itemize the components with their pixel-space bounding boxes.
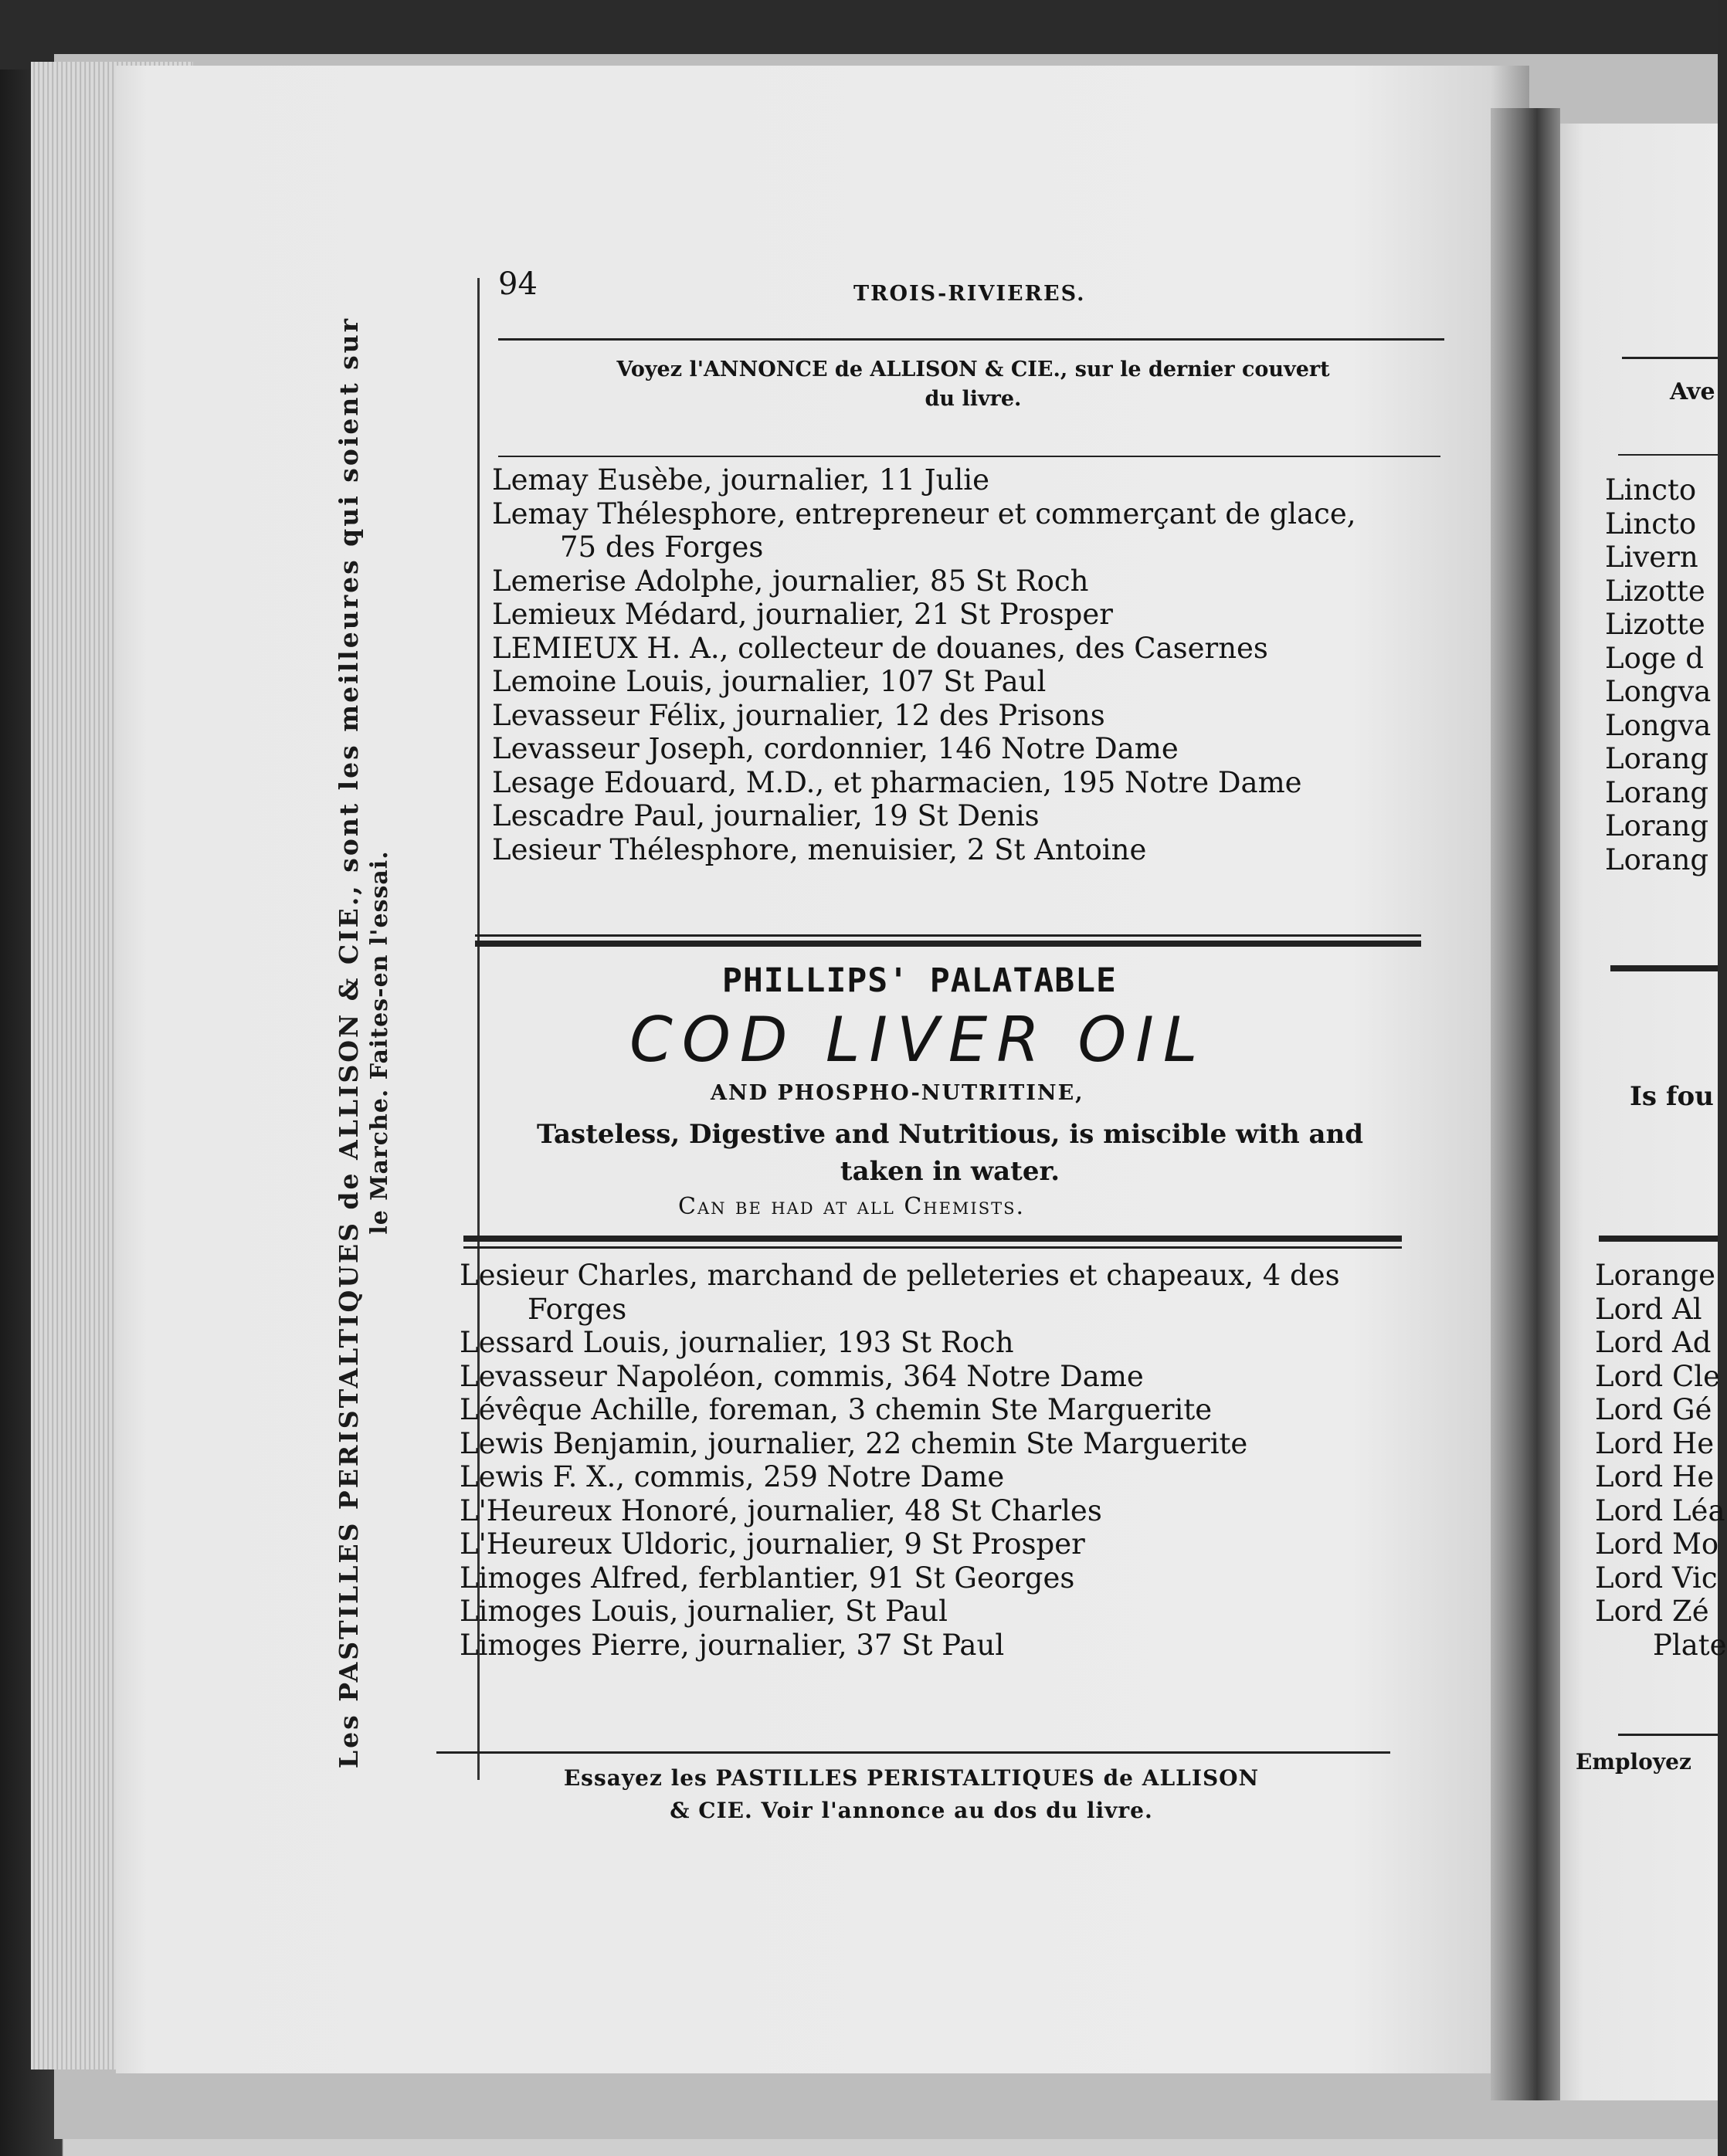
page-number: 94 xyxy=(498,266,538,302)
ad-description xyxy=(494,1116,1406,1190)
list-item: Lord He xyxy=(1595,1460,1715,1493)
list-item: Lemay Eusèbe, journalier, 11 Julie xyxy=(492,463,990,497)
right-page-rule-5 xyxy=(1618,1734,1718,1736)
list-item: Lorang xyxy=(1605,775,1709,809)
list-item: Lessard Louis, journalier, 193 St Roch xyxy=(460,1326,1014,1359)
list-item: Loge d xyxy=(1605,641,1704,675)
header-rule xyxy=(498,338,1444,341)
list-item: Lesieur Charles, marchand de pelleteries et chapeaux, 4 des xyxy=(460,1259,1340,1292)
list-item: Levasseur Napoléon, commis, 364 Notre Dame xyxy=(460,1359,1144,1393)
list-item: Lord Cle xyxy=(1595,1359,1721,1393)
list-item: Livern xyxy=(1605,541,1698,574)
ad-rule-bottom-thin xyxy=(463,1246,1402,1249)
book-gutter xyxy=(1491,108,1560,2100)
list-item: L'Heureux Uldoric, journalier, 9 St Prosper xyxy=(460,1527,1085,1561)
list-item: Lincto xyxy=(1605,507,1697,541)
list-item: L'Heureux Honoré, journalier, 48 St Charles xyxy=(460,1493,1102,1527)
list-item: Lorang xyxy=(1605,809,1709,842)
ad-rule-top-thick xyxy=(475,941,1421,947)
list-item: Limoges Pierre, journalier, 37 St Paul xyxy=(460,1628,1005,1662)
list-item-continuation: Forges xyxy=(528,1292,627,1326)
right-page-rule-4 xyxy=(1599,1236,1718,1242)
directory-entries-bottom xyxy=(460,1259,1340,1662)
ad-title: PHILLIPS' PALATABLE xyxy=(722,961,1117,1000)
list-item: Lescadre Paul, journalier, 19 St Denis xyxy=(492,799,1040,832)
bottom-ad-line-2: & CIE. Voir l'annonce au dos du livre. xyxy=(670,1798,1153,1823)
directory-entries-top xyxy=(492,463,1356,866)
list-item: LEMIEUX H. A., collecteur de douanes, des Casernes xyxy=(492,631,1268,665)
ad-description-line-1: Tasteless, Digestive and Nutritious, is miscible with and xyxy=(536,1119,1364,1150)
list-item: Longva xyxy=(1605,675,1712,708)
top-ad-line-2: du livre. xyxy=(925,387,1022,411)
list-item: Lord He xyxy=(1595,1426,1715,1460)
side-advertisement xyxy=(334,247,395,1838)
ad-subtitle: AND PHOSPHO-NUTRITINE, xyxy=(711,1081,1084,1105)
list-item: Lizotte xyxy=(1605,608,1705,641)
list-item: Lesage Edouard, M.D., et pharmacien, 195 Notre Dame xyxy=(492,765,1302,799)
bottom-advertisement xyxy=(433,1762,1390,1827)
right-page-rule-1 xyxy=(1622,357,1718,359)
right-page-entries-top xyxy=(1605,473,1711,876)
right-page-entries-bottom xyxy=(1595,1259,1727,1662)
list-item: Levasseur Joseph, cordonnier, 146 Notre Dame xyxy=(492,732,1179,765)
list-item: Lemay Thélesphore, entrepreneur et commerçant de glace, xyxy=(492,497,1356,531)
list-item: Lord Zé xyxy=(1595,1595,1709,1628)
right-page-footer: Employez xyxy=(1576,1749,1691,1775)
right-page-head: Ave xyxy=(1670,378,1715,405)
ad-rule-bottom-thick xyxy=(463,1236,1402,1242)
list-item: Lemieux Médard, journalier, 21 St Prosper xyxy=(492,598,1113,631)
list-item: Lesieur Thélesphore, menuisier, 2 St Antoine xyxy=(492,832,1147,866)
ad-chemists: Can be had at all Chemists. xyxy=(678,1193,1026,1220)
list-item: Lord Vic xyxy=(1595,1561,1718,1595)
list-item: Lincto xyxy=(1605,473,1697,507)
top-ad-rule xyxy=(498,456,1440,457)
list-item: Lorange xyxy=(1595,1259,1716,1292)
top-advertisement xyxy=(525,355,1421,414)
list-item: Lewis F. X., commis, 259 Notre Dame xyxy=(460,1460,1005,1493)
list-item: Lorang xyxy=(1605,842,1709,876)
right-page-rule-2 xyxy=(1618,454,1718,456)
ad-description-line-2: taken in water. xyxy=(840,1156,1060,1187)
list-item: Lord Gé xyxy=(1595,1393,1712,1426)
list-item: Limoges Louis, journalier, St Paul xyxy=(460,1595,948,1628)
list-item: Limoges Alfred, ferblantier, 91 St Georges xyxy=(460,1561,1075,1595)
list-item-continuation: Plate xyxy=(1653,1628,1727,1662)
list-item: Lewis Benjamin, journalier, 22 chemin Ste Marguerite xyxy=(460,1426,1248,1460)
list-item: Lord Ad xyxy=(1595,1326,1712,1359)
footer-rule xyxy=(436,1751,1390,1754)
list-item: Lorang xyxy=(1605,742,1709,775)
side-ad-line-1: Les PASTILLES PERISTALTIQUES de ALLISON & CIE., sont les meilleures qui soient sur xyxy=(334,316,364,1769)
list-item: Lord Mo xyxy=(1595,1527,1719,1561)
ad-rule-top-thin xyxy=(475,934,1421,937)
right-page-rule-3 xyxy=(1610,965,1718,971)
list-item: Levasseur Félix, journalier, 12 des Prisons xyxy=(492,698,1105,732)
list-item: Lemerise Adolphe, journalier, 85 St Roch xyxy=(492,564,1089,598)
list-item: Longva xyxy=(1605,708,1712,742)
bottom-ad-line-1: Essayez les PASTILLES PERISTALTIQUES de ALLISON xyxy=(563,1765,1260,1791)
side-ad-line-2: le Marche. Faites-en l'essai. xyxy=(366,850,393,1235)
list-item-continuation: 75 des Forges xyxy=(560,531,764,564)
running-head: TROIS-RIVIERES. xyxy=(853,282,1086,306)
list-item: Lizotte xyxy=(1605,574,1705,608)
list-item: Lévêque Achille, foreman, 3 chemin Ste Marguerite xyxy=(460,1393,1213,1426)
list-item: Lord Al xyxy=(1595,1292,1702,1326)
list-item: Lord Léa xyxy=(1595,1493,1725,1527)
ad-product: COD LIVER OIL xyxy=(629,1004,1207,1076)
right-page xyxy=(1552,124,1718,2100)
right-page-ad-fragment: Is fou xyxy=(1630,1081,1714,1112)
top-ad-line-1: Voyez l'ANNONCE de ALLISON & CIE., sur le dernier couvert xyxy=(616,358,1330,381)
list-item: Lemoine Louis, journalier, 107 St Paul xyxy=(492,665,1047,698)
